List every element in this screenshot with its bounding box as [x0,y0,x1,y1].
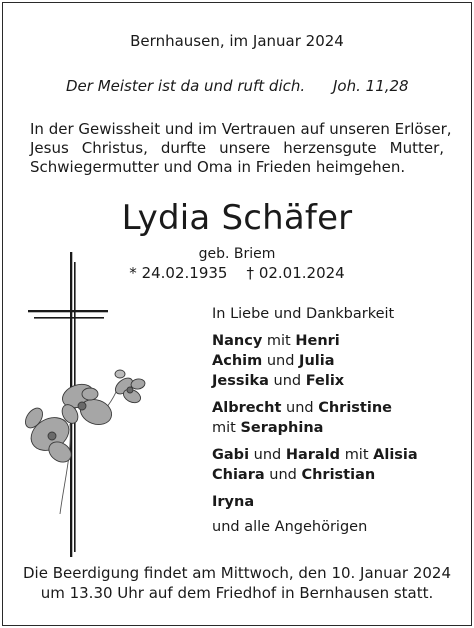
family-line [212,420,323,436]
family-conj: und [253,447,282,463]
family-name: Alisia [373,447,418,463]
family-name: Julia [299,353,335,369]
family-name: Christine [318,400,392,416]
family-line [212,400,392,416]
family-conj: mit [266,333,291,349]
family-conj: und [269,467,297,483]
family-conj: mit [212,420,236,436]
birth-name: geb. Briem [198,246,276,262]
bible-verse: Der Meister ist da und ruft dich. [66,77,306,95]
family-conj: und [286,400,314,416]
family-name: Iryna [212,494,255,510]
family-name: Harald [285,447,341,463]
verse-reference: Joh. 11,28 [333,77,409,95]
family-conj: mit [344,447,369,463]
died-date: 02.01.2024 [258,264,345,282]
cross-orchid-illustration [20,246,160,562]
family-conj: und [266,353,295,369]
place-date: Bernhausen, im Januar 2024 [130,32,344,50]
family-name: Chiara [212,467,265,483]
born-date: 24.02.1935 [141,264,228,282]
orchid-icon [22,370,146,514]
family-name: Felix [305,373,345,389]
family-name: Christian [301,467,376,483]
mourners-intro: In Liebe und Dankbarkeit [212,306,395,322]
deceased-name: Lydia Schäfer [121,198,353,238]
family-name: Gabi [212,447,250,463]
funeral-line-1: Die Beerdigung findet am Mittwoch, den 10. Januar 2024 [23,564,451,582]
family-line [212,373,344,389]
intro-line-1: In der Gewissheit und im Vertrauen auf unseren Erlöser, [30,120,452,138]
family-line [212,353,335,369]
family-name: Henri [295,333,340,349]
family-line [212,467,375,483]
family-name: Albrecht [212,400,282,416]
family-line [212,333,340,349]
family-name: Achim [212,353,263,369]
died-symbol: † [246,264,255,282]
family-line [212,494,254,510]
family-name: Seraphina [240,420,324,436]
family-name: Nancy [212,333,263,349]
born-symbol: * [129,264,137,282]
family-conj: und [273,373,302,389]
funeral-line-2: um 13.30 Uhr auf dem Friedhof in Bernhausen statt. [40,584,434,602]
intro-line-2: Jesus Christus, durfte unsere herzensgute Mutter, [30,139,444,157]
family-name: Jessika [212,373,269,389]
family-line [212,447,418,463]
relatives-line: und alle Angehörigen [212,519,368,535]
intro-line-3: Schwiegermutter und Oma in Frieden heimgehen. [30,158,406,176]
